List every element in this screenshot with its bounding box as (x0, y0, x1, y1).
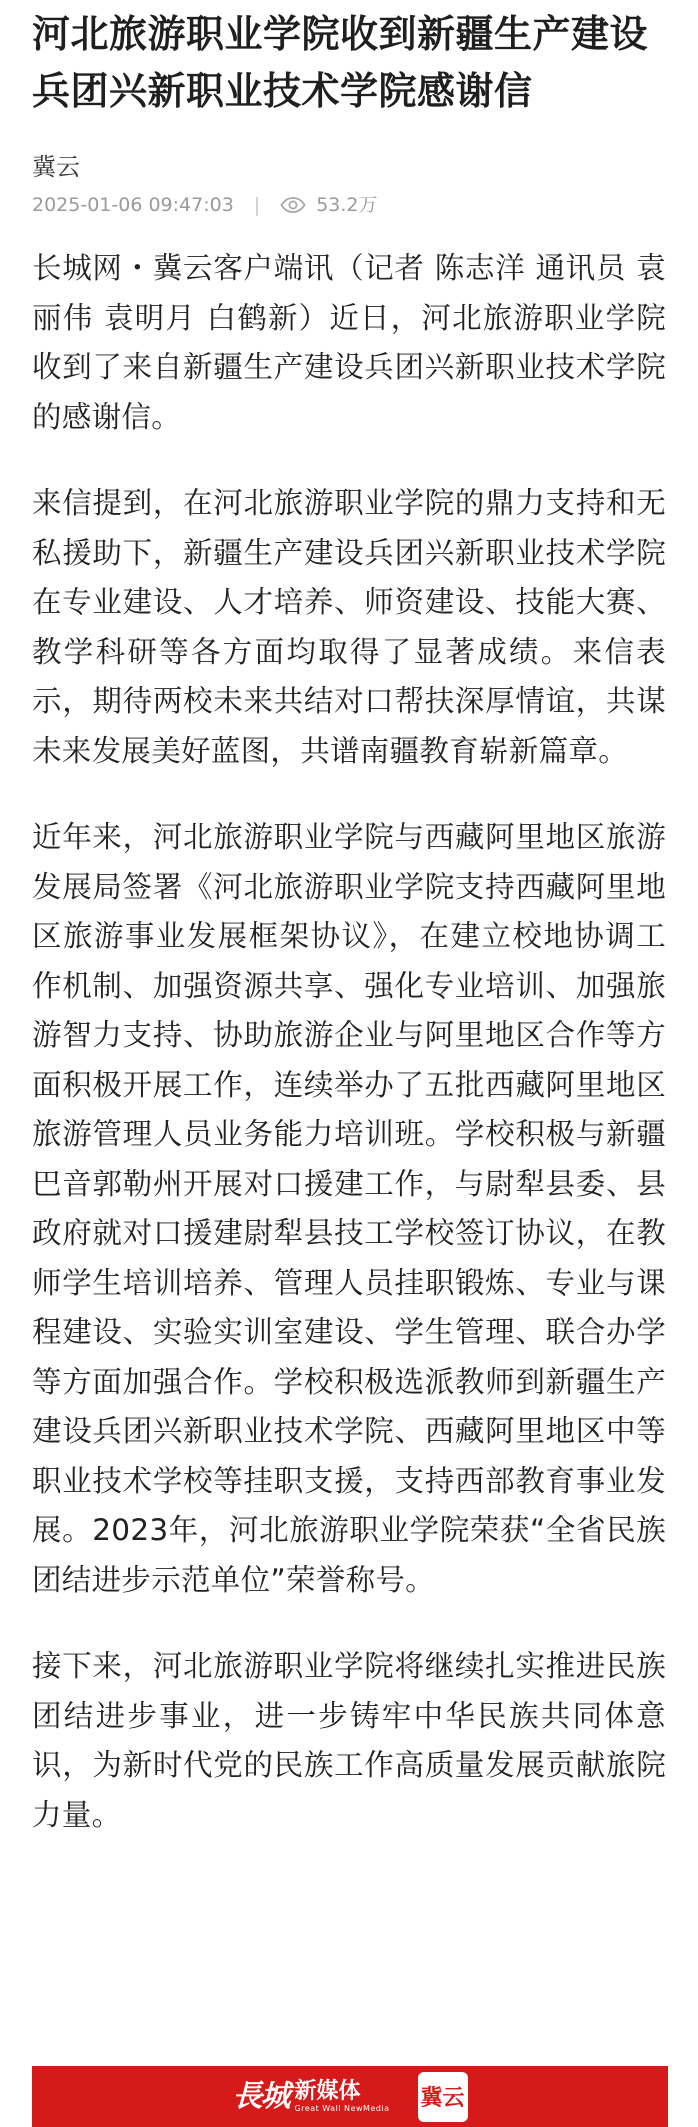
article-meta (32, 192, 666, 218)
article-paragraph: 近年来，河北旅游职业学院与西藏阿里地区旅游发展局签署《河北旅游职业学院支持西藏阿里地区旅游事业发展框架协议》，在建立校地协调工作机制、加强资源共享、强化专业培训、加强旅游智力支持、协助旅游企业与阿里地区合作等方面积极开展工作，连续举办了五批西藏阿里地区旅游管理人员业务能力培训班。学校积极与新疆巴音郭勒州开展对口援建工作，与尉犁县委、县政府就对口援建尉犁县技工学校签订协议，在教师学生培训培养、管理人员挂职锻炼、专业与课程建设、实验实训室建设、学生管理、联合办学等方面加强合作。学校积极选派教师到新疆生产建设兵团兴新职业技术学院、西藏阿里地区中等职业技术学校等挂职支援，支持西部教育事业发展。2023年，河北旅游职业学院荣获“全省民族团结进步示范单位”荣誉称号。 (32, 820, 666, 1597)
article-author[interactable]: 冀云 (32, 153, 80, 181)
logo-brand-name: 新媒体 (294, 2078, 361, 2104)
view-count: 53.2万 (316, 194, 378, 216)
article-paragraph: 来信提到，在河北旅游职业学院的鼎力支持和无私援助下，新疆生产建设兵团兴新职业技术学院在专业建设、人才培养、师资建设、技能大赛、教学科研等各方面均取得了显著成绩。来信表示，期待两校未来共结对口帮扶深厚情谊，共谋未来发展美好蓝图，共谱南疆教育崭新篇章。 (32, 486, 666, 768)
logo-brand-subtitle: Great Wall NewMedia (294, 2103, 390, 2113)
article-title: 河北旅游职业学院收到新疆生产建设兵团兴新职业技术学院感谢信 (32, 12, 649, 113)
footer-brand-banner[interactable] (32, 2066, 668, 2127)
great-wall-newmedia-logo (232, 2080, 389, 2114)
logo-mark: 長城 (232, 2078, 289, 2114)
eye-icon (280, 197, 306, 213)
logo-text (294, 2080, 389, 2114)
article-paragraph: 长城网・冀云客户端讯（记者 陈志洋 通讯员 袁丽伟 袁明月 白鹤新）近日，河北旅游职业学院收到了来自新疆生产建设兵团兴新职业技术学院的感谢信。 (32, 251, 666, 434)
article-paragraph: 接下来，河北旅游职业学院将继续扎实推进民族团结进步事业，进一步铸牢中华民族共同体意识，为新时代党的民族工作高质量发展贡献旅院力量。 (32, 1649, 666, 1832)
jiyun-seal-logo: 冀云 (418, 2072, 468, 2122)
publish-timestamp: 2025-01-06 09:47:03 (32, 194, 234, 216)
meta-divider: | (253, 194, 261, 216)
article-body (32, 244, 666, 1840)
